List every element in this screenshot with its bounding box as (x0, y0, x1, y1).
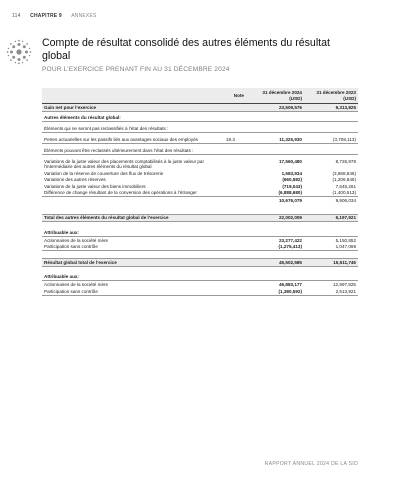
row-label: Variations des autres réserves (44, 177, 106, 183)
row-label: Participation sans contrôle (44, 244, 98, 250)
table-row (42, 244, 358, 252)
row-value-2024: 23,509,576 (279, 104, 302, 110)
table-row (42, 158, 358, 170)
page-title: Compte de résultat consolidé des autres éléments du résultat global (42, 37, 330, 62)
row-value-2024: (719,043) (282, 183, 302, 189)
table-row (42, 229, 358, 237)
table-row (42, 136, 358, 144)
row-value-2024: 23,277,422 (279, 237, 302, 243)
table-row (42, 281, 358, 288)
total-row (42, 214, 358, 223)
col-header-note: Note (233, 92, 244, 98)
row-label: Résultat global total de l’exercice (44, 259, 117, 265)
row-value-2023: 9,906,034 (335, 197, 356, 203)
row-value-2024: 10,676,079 (279, 197, 302, 203)
row-value-2023: (1,400,513) (332, 190, 356, 196)
row-label: Participation sans contrôle (44, 288, 98, 294)
row-label: Variations de la juste valeur des placements comptabilisés à la juste valeur par l’intermédiaire des autres éléments du résultat global (44, 158, 205, 169)
row-label: Attribuable aux: (44, 230, 79, 236)
row-label: Différence de change résultant de la conversion des opérations à l’étranger (44, 190, 197, 196)
table-row (42, 115, 358, 123)
row-value-2024: 11,325,930 (279, 136, 302, 142)
running-footer: RAPPORT ANNUEL 2024 DE LA SID (264, 461, 358, 467)
table-row (42, 288, 358, 296)
table-row (42, 274, 358, 282)
sid-emblem-icon (6, 39, 32, 65)
row-value-2024: 22,002,009 (279, 215, 302, 221)
running-header (12, 13, 97, 19)
row-label: Actionnaires de la société mère (44, 237, 109, 243)
subtotal-row (42, 197, 358, 204)
table-row (42, 104, 358, 112)
col-header-2024: 31 décembre 2024 (USD) (262, 90, 302, 101)
row-label: Éléments qui ne seront pas reclassifiés à l’état des résultats : (44, 126, 169, 132)
row-value-2023: 12,997,825 (333, 282, 356, 288)
row-value-2023: (3,868,846) (332, 170, 356, 176)
income-statement-table (42, 88, 358, 296)
row-label: Autres éléments du résultat global: (44, 115, 121, 121)
row-value-2023: 15,511,746 (333, 259, 356, 265)
table-row (42, 183, 358, 190)
row-label: Attribuable aux: (44, 274, 79, 280)
table-row (42, 177, 358, 184)
row-value-2023: (1,206,846) (332, 177, 356, 183)
table-header (42, 88, 358, 104)
total-row (42, 258, 358, 267)
row-value-2023: 6,197,921 (335, 215, 356, 221)
row-label: Actionnaires de la société mère (44, 282, 109, 288)
row-label: Pertes actuarielles sur les passifs liés aux avantages sociaux des employés (44, 136, 198, 142)
row-value-2024: (1,275,413) (278, 244, 302, 250)
row-value-2023: 8,726,978 (335, 158, 356, 164)
table-row (42, 190, 358, 198)
row-value-2023: 9,313,825 (335, 104, 356, 110)
row-value-2023: (3,708,113) (332, 136, 356, 142)
row-value-2024: (660,582) (282, 177, 302, 183)
row-value-2023: 7,645,261 (335, 183, 356, 189)
row-label: Total des autres éléments du résultat global de l’exercice (44, 215, 169, 221)
row-value-2024: 45,502,585 (279, 259, 302, 265)
row-label: Variation de la réserve de couverture des flux de trésorerie (44, 170, 164, 176)
table-row (42, 126, 358, 134)
row-value-2023: 1,047,069 (335, 244, 356, 250)
row-label: Gain net pour l’exercice (44, 104, 97, 110)
row-value-2024: (6,888,680) (278, 190, 302, 196)
row-note: 19.3 (226, 136, 235, 142)
chapter-label: CHAPITRE 9 (30, 13, 62, 19)
row-value-2024: 17,560,480 (279, 158, 302, 164)
row-value-2023: 5,150,852 (335, 237, 356, 243)
row-label: Variations de la juste valeur des biens immobiliers (44, 183, 146, 189)
row-value-2024: 1,583,934 (281, 170, 302, 176)
col-header-2023: 31 décembre 2023 (USD) (316, 90, 356, 101)
table-row (42, 237, 358, 244)
page-number: 114 (12, 13, 21, 19)
row-value-2023: 2,513,921 (335, 288, 356, 294)
row-value-2024: (1,380,592) (278, 288, 302, 294)
row-label: Éléments pouvant être reclassés ultérieurement dans l’état des résultats : (44, 147, 194, 153)
section-label: ANNEXES (71, 13, 97, 19)
page-subtitle: POUR L’EXERCICE PRENANT FIN AU 31 DÉCEMBRE 2024 (42, 66, 230, 73)
table-row (42, 170, 358, 177)
table-row (42, 147, 358, 155)
row-value-2024: 46,883,177 (279, 282, 302, 288)
